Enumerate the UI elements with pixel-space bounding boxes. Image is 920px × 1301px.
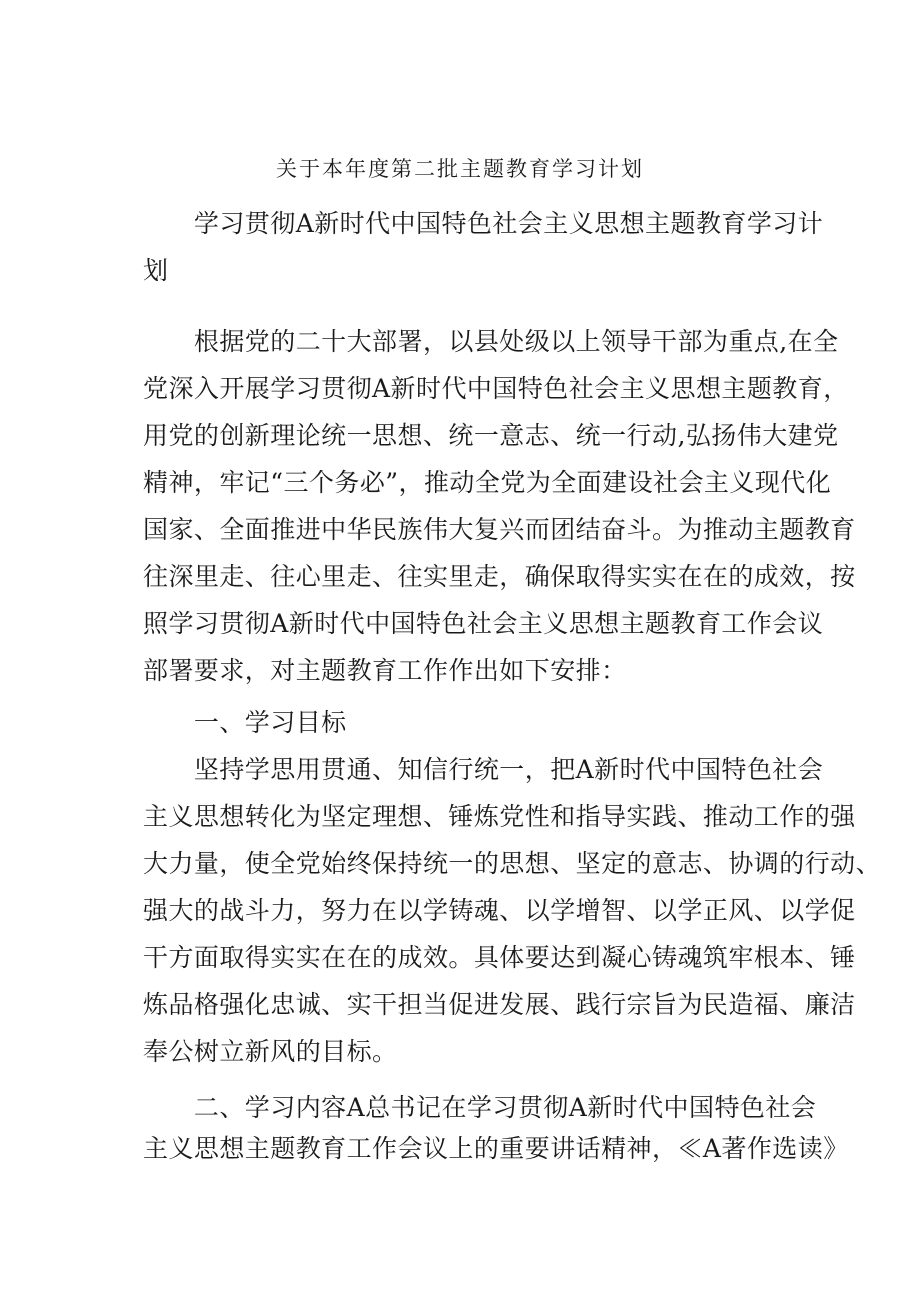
- text-line: 精神，牢记“三个务必”，推动全党为全面建设社会主义现代化: [143, 468, 832, 497]
- text-line: 主义思想转化为坚定理想、锤炼党性和指导实践、推动工作的强: [143, 802, 856, 831]
- text-line: 划: [143, 256, 169, 285]
- section-heading-goals: [143, 699, 783, 746]
- text-line: 部署要求，对主题教育工作作出如下安排：: [143, 656, 627, 685]
- text-line: 往深里走、往心里走、往实里走，确保取得实实在在的成效，按: [143, 562, 856, 591]
- text-line: 坚持学思用贯通、知信行统一，把A新时代中国特色社会: [143, 755, 824, 784]
- text-line: 国家、全面推进中华民族伟大复兴而团结奋斗。为推动主题教育: [143, 515, 856, 544]
- document-title: 关于本年度第二批主题教育学习计划: [276, 157, 644, 181]
- text-line: 二、学习内容A总书记在学习贯彻A新时代中国特色社会: [143, 1093, 817, 1122]
- text-line: 强大的战斗力，努力在以学铸魂、以学增智、以学正风、以学促: [143, 896, 856, 925]
- text-line: 奉公树立新风的目标。: [143, 1037, 398, 1066]
- text-line: 一、学习目标: [143, 708, 347, 737]
- text-line: 根据党的二十大部署，以县处级以上领导干部为重点,在全: [143, 327, 839, 356]
- text-line: 党深入开展学习贯彻A新时代中国特色社会主义思想主题教育，: [143, 374, 849, 403]
- section-heading-content: [143, 1087, 849, 1169]
- text-line: 炼品格强化忠诚、实干担当促进发展、践行宗旨为民造福、廉洁: [143, 990, 856, 1019]
- text-line: 主义思想主题教育工作会议上的重要讲话精神，≪A著作选读》: [143, 1134, 849, 1163]
- goals-paragraph: [143, 746, 882, 1075]
- text-line: 学习贯彻A新时代中国特色社会主义思想主题教育学习计: [143, 209, 824, 238]
- intro-paragraph: [143, 318, 856, 694]
- subtitle-paragraph: [143, 200, 824, 294]
- text-line: 照学习贯彻A新时代中国特色社会主义思想主题教育工作会议: [143, 609, 824, 638]
- text-line: 干方面取得实实在在的成效。具体要达到凝心铸魂筑牢根本、锤: [143, 943, 856, 972]
- text-line: 用党的创新理论统一思想、统一意志、统一行动,弘扬伟大建党: [143, 421, 839, 450]
- text-line: 大力量，使全党始终保持统一的思想、坚定的意志、协调的行动、: [143, 849, 882, 878]
